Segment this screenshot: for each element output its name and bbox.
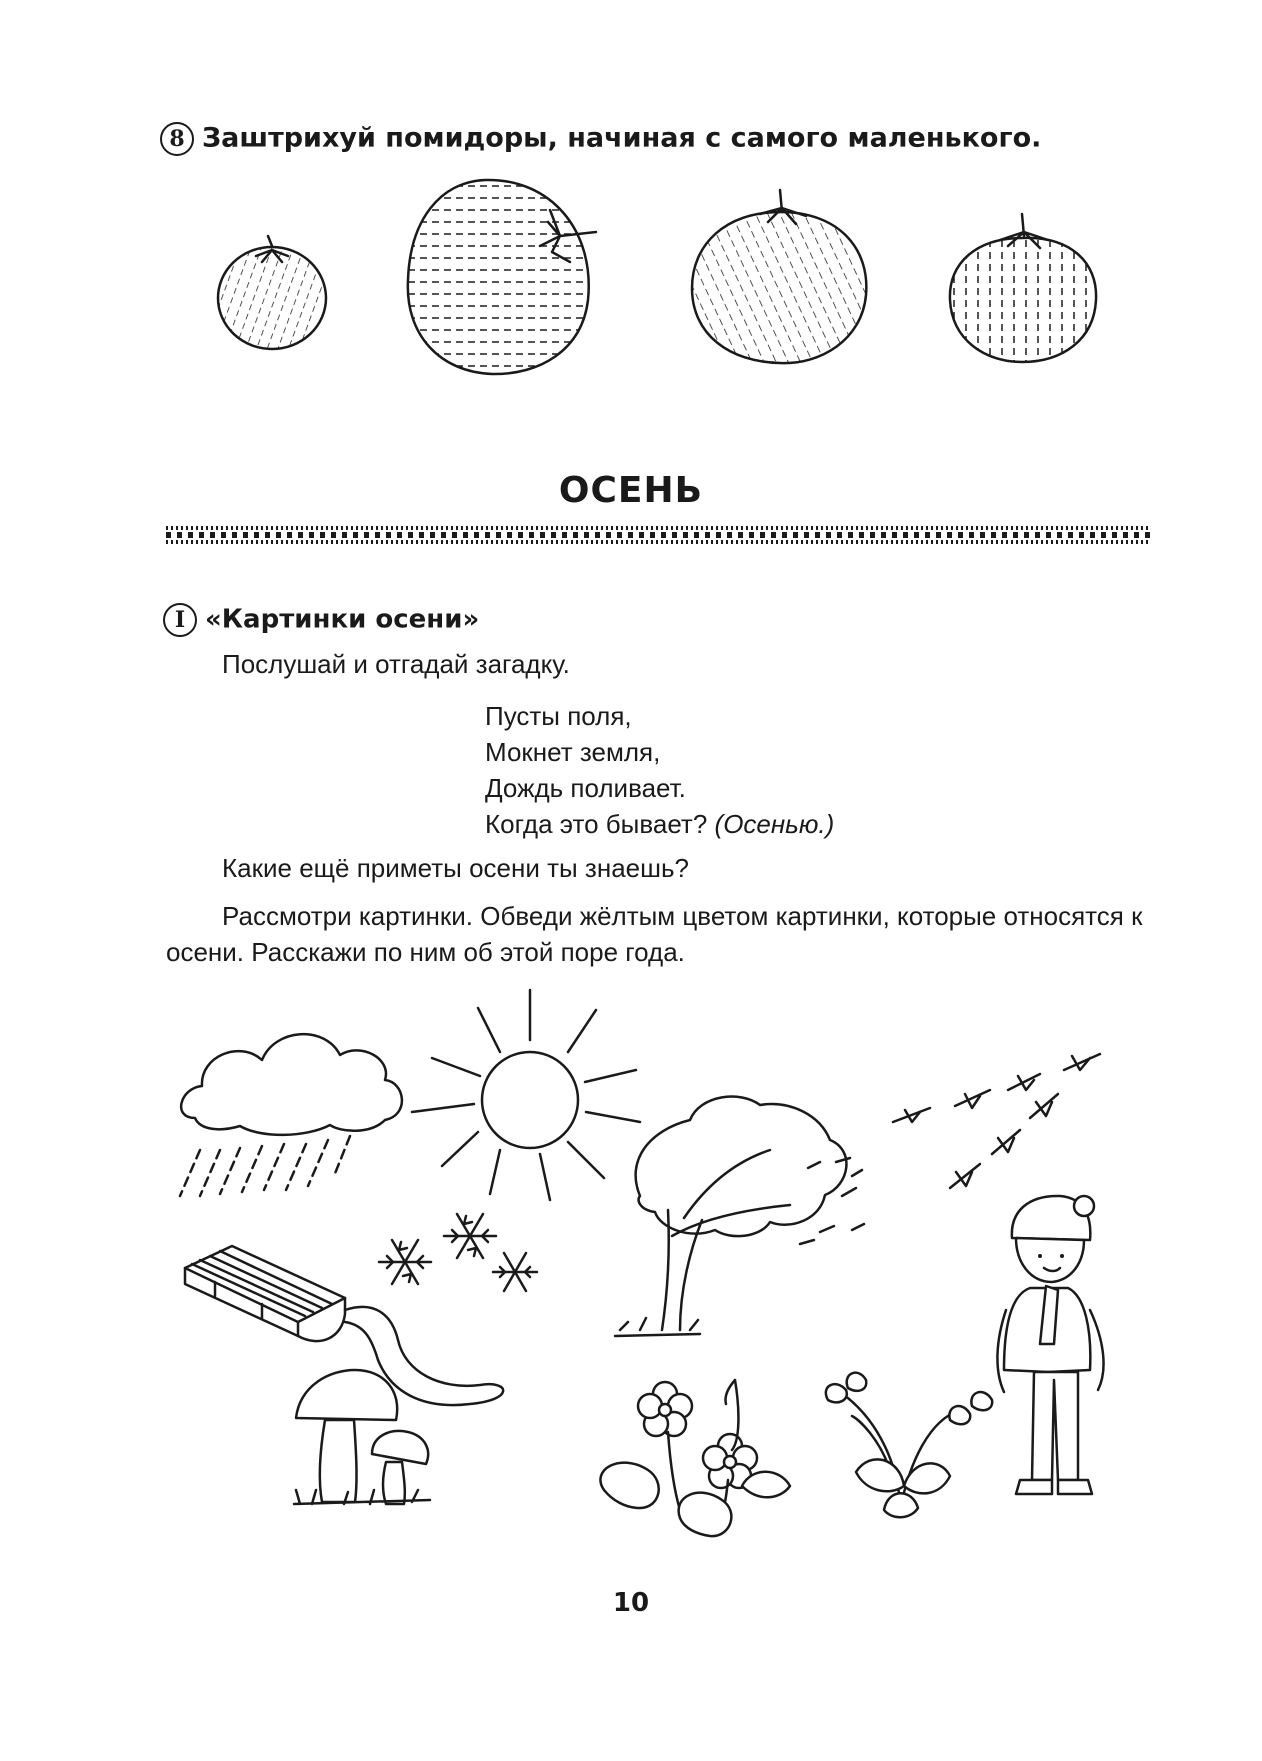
boy-icon[interactable]: [997, 1196, 1103, 1494]
riddle-answer: (Осенью.): [714, 809, 835, 839]
instruction-text: Послушай и отгадай загадку.: [222, 649, 570, 679]
snowdrops-icon[interactable]: [826, 1373, 992, 1518]
task-number-badge: I: [163, 603, 197, 637]
windy-tree-icon[interactable]: [615, 1097, 864, 1336]
question-text: Какие ещё приметы осени ты знаешь?: [222, 853, 689, 883]
snowflakes-icon[interactable]: [379, 1214, 537, 1291]
violets-icon[interactable]: [600, 1380, 790, 1536]
riddle-line: Мокнет земля,: [485, 737, 661, 767]
riddle-line: Пусты поля,: [485, 701, 632, 731]
task-number-badge: 8: [160, 122, 194, 156]
sun-icon[interactable]: [412, 990, 640, 1200]
migrating-birds-icon[interactable]: [893, 1054, 1100, 1188]
mushrooms-icon[interactable]: [294, 1370, 430, 1504]
section-title: ОСЕНЬ: [558, 470, 704, 511]
task-1-title: «Картинки осени»: [205, 604, 480, 635]
rain-cloud-icon[interactable]: [180, 1034, 402, 1196]
riddle-line: Когда это бывает?: [485, 809, 708, 839]
task-text: Рассмотри картинки. Обведи жёлтым цветом картинки, которые относятся к осени. Расскажи по ним об этой поре года.: [166, 901, 1143, 967]
riddle-line: Дождь поливает.: [485, 773, 686, 803]
page-number: 10: [612, 1588, 650, 1618]
task-8-text: Заштрихуй помидоры, начиная с самого маленького.: [202, 122, 1042, 154]
